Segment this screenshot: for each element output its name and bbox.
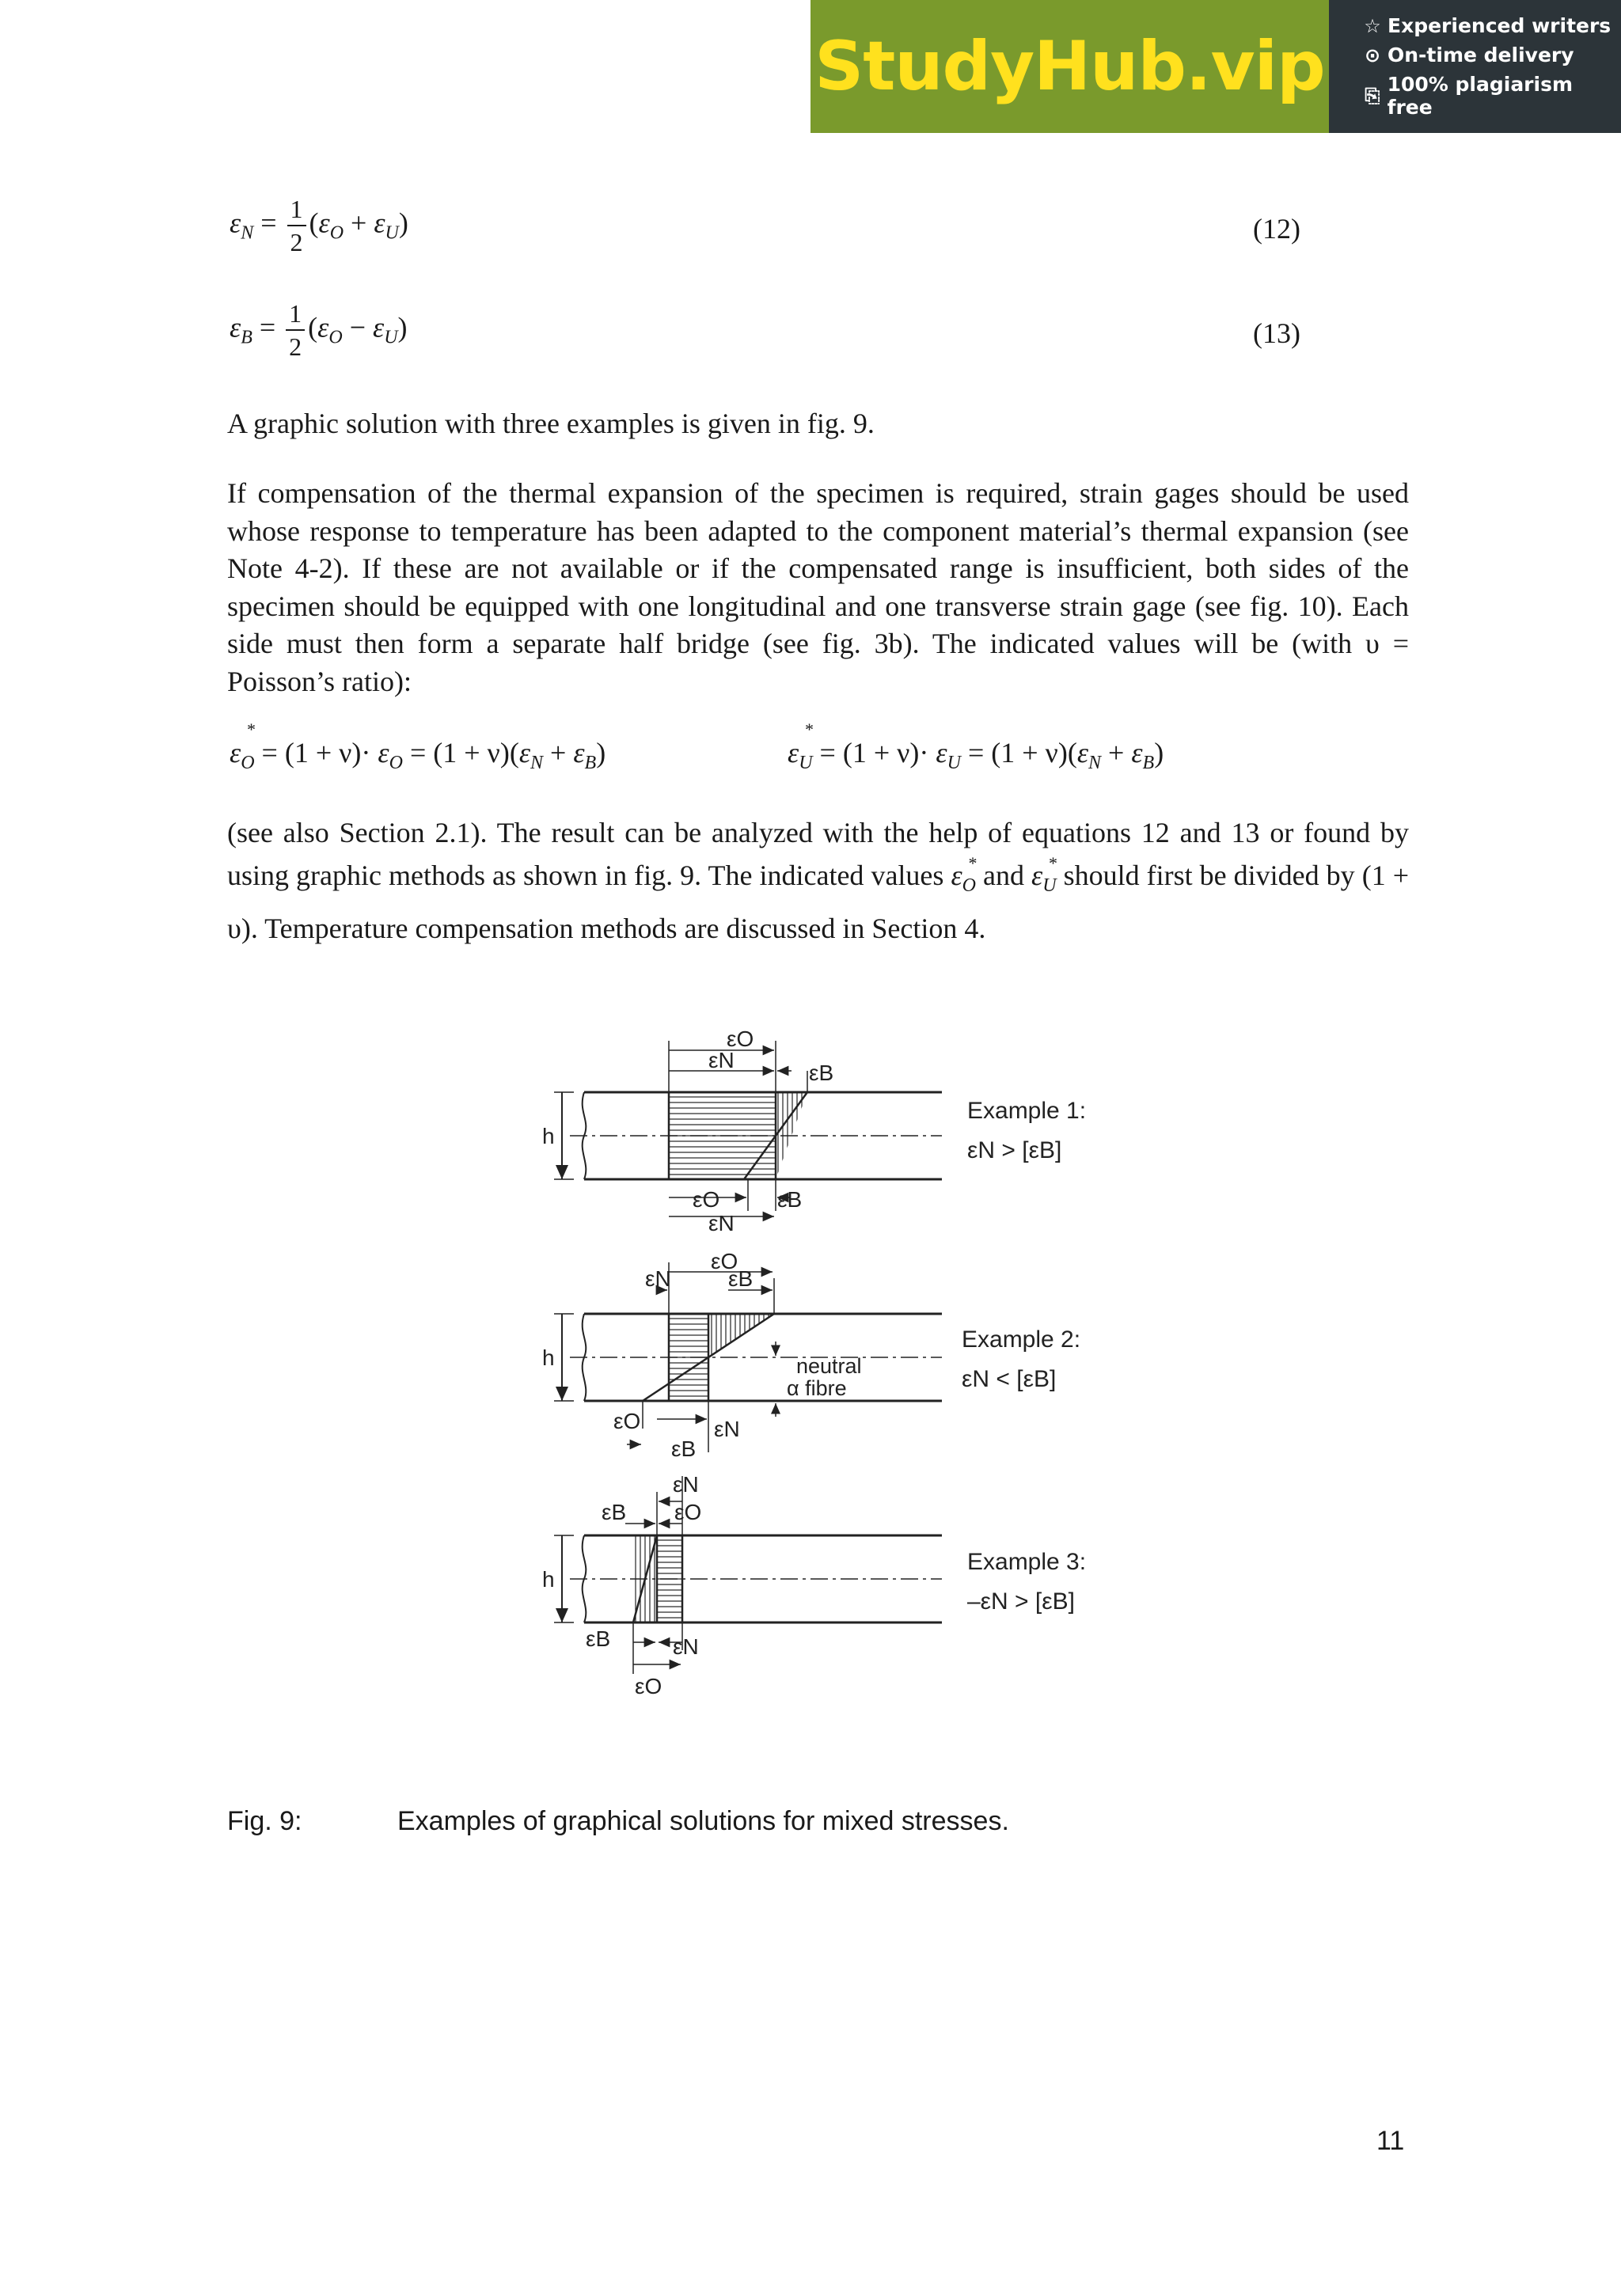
label-en: εN — [645, 1266, 671, 1291]
figure-caption-text: Examples of graphical solutions for mixed stresses. — [397, 1806, 1009, 1836]
label-eo: εO — [635, 1674, 662, 1698]
feature-label: Experienced writers — [1388, 14, 1612, 37]
h-label-2: h — [542, 1345, 555, 1370]
example-2-title: Example 2: — [962, 1326, 1081, 1353]
label-eo: εO — [613, 1409, 641, 1433]
equation-13: $\varepsilon_B$ = $\frac{1}{2}$ $(\varepsilon_O - \varepsilon_U)$ — [230, 299, 408, 361]
fraction: $\frac{1}{2}$ — [286, 301, 305, 359]
h-label-1: h — [542, 1124, 555, 1148]
h-label-3: h — [542, 1567, 555, 1592]
label-en: εN — [673, 1472, 699, 1497]
feature-label: On-time delivery — [1388, 44, 1574, 66]
star-icon: ☆ — [1364, 14, 1381, 37]
example-1-condition: εN > [εB] — [967, 1137, 1062, 1163]
example-3-title: Example 3: — [967, 1549, 1087, 1575]
label-en: εN — [708, 1211, 735, 1235]
label-eo: εO — [711, 1249, 738, 1273]
label-eo: εO — [674, 1500, 702, 1524]
document-icon: ⎘ — [1365, 85, 1380, 107]
equation-number-12: (12) — [1253, 213, 1300, 245]
feature-item — [1362, 44, 1621, 66]
paragraph-3: (see also Section 2.1). The result can be analyzed with the help of equations 12 and 13 or found by using graphic methods as shown in fig. 9. The indicated values $\varepsilon_O$ * and $\varepsilon_U$ * should first be divided by (1 + υ). Temperature compensation methods are discussed in Section 4. — [227, 817, 1410, 944]
paragraph-1: A graphic solution with three examples is given in fig. 9. — [227, 408, 875, 439]
equation-12: $\varepsilon_N$ = $\frac{1}{2}$ $(\varepsilon_O + \varepsilon_U)$ — [230, 195, 408, 256]
equation-strain-u: $\varepsilon_U$ * = $(1 + \nu)\cdot \varepsilon_U = (1 + \nu)(\varepsilon_N + \varepsilon_B)$ — [788, 719, 1164, 773]
feature-list — [1329, 0, 1621, 133]
example-3-condition: –εN > [εB] — [967, 1588, 1075, 1615]
label-eb: εB — [586, 1626, 611, 1651]
paragraph-2: If compensation of the thermal expansion of the specimen is required, strain gages should be used whose response to temperature has been adapted to the component material’s thermal expansion (see Note 4-2). If these are not available or if the compensated range is insufficient, both sides of the specimen should be equipped with one longitudinal and one transverse strain gage (see fig. 10). Each side must then form a separate half bridge (see fig. 3b). The indicated values will be (with υ = Poisson’s ratio): — [227, 477, 1409, 697]
label-eb: εB — [809, 1061, 834, 1085]
label-en: εN — [714, 1417, 740, 1441]
example-2-diagram — [554, 1262, 942, 1452]
equation-number-13: (13) — [1253, 317, 1300, 349]
clock-icon: ⊙ — [1364, 44, 1381, 66]
feature-item — [1362, 14, 1621, 37]
ad-banner[interactable] — [810, 0, 1621, 133]
label-eo: εO — [727, 1027, 754, 1051]
brand-name: StudyHub.vip — [814, 27, 1325, 106]
label-en: εN — [708, 1048, 735, 1072]
neutral-label: neutral — [796, 1354, 862, 1378]
label-eo: εO — [693, 1187, 720, 1212]
label-en: εN — [673, 1634, 699, 1659]
equation-strain-o: $\varepsilon_O$ * = $(1 + \nu)\cdot \varepsilon_O = (1 + \nu)(\varepsilon_N + \varepsilon_B)$ — [230, 719, 606, 773]
figure-9 — [538, 1017, 1108, 1713]
label-eb: εB — [602, 1500, 627, 1524]
fraction: $\frac{1}{2}$ — [287, 196, 306, 255]
feature-item — [1362, 73, 1621, 119]
label-eb: εB — [728, 1266, 754, 1291]
feature-label: 100% plagiarism free — [1387, 73, 1574, 119]
page-number: 11 — [1376, 2126, 1405, 2156]
example-2-condition: εN < [εB] — [962, 1366, 1057, 1392]
brand-logo[interactable] — [810, 0, 1329, 133]
fibre-label: α fibre — [787, 1376, 847, 1400]
example-1-diagram — [554, 1041, 942, 1211]
label-eb: εB — [671, 1436, 697, 1461]
label-eb: εB — [777, 1187, 803, 1212]
figure-caption-label: Fig. 9: — [227, 1806, 302, 1836]
example-1-title: Example 1: — [967, 1098, 1087, 1124]
